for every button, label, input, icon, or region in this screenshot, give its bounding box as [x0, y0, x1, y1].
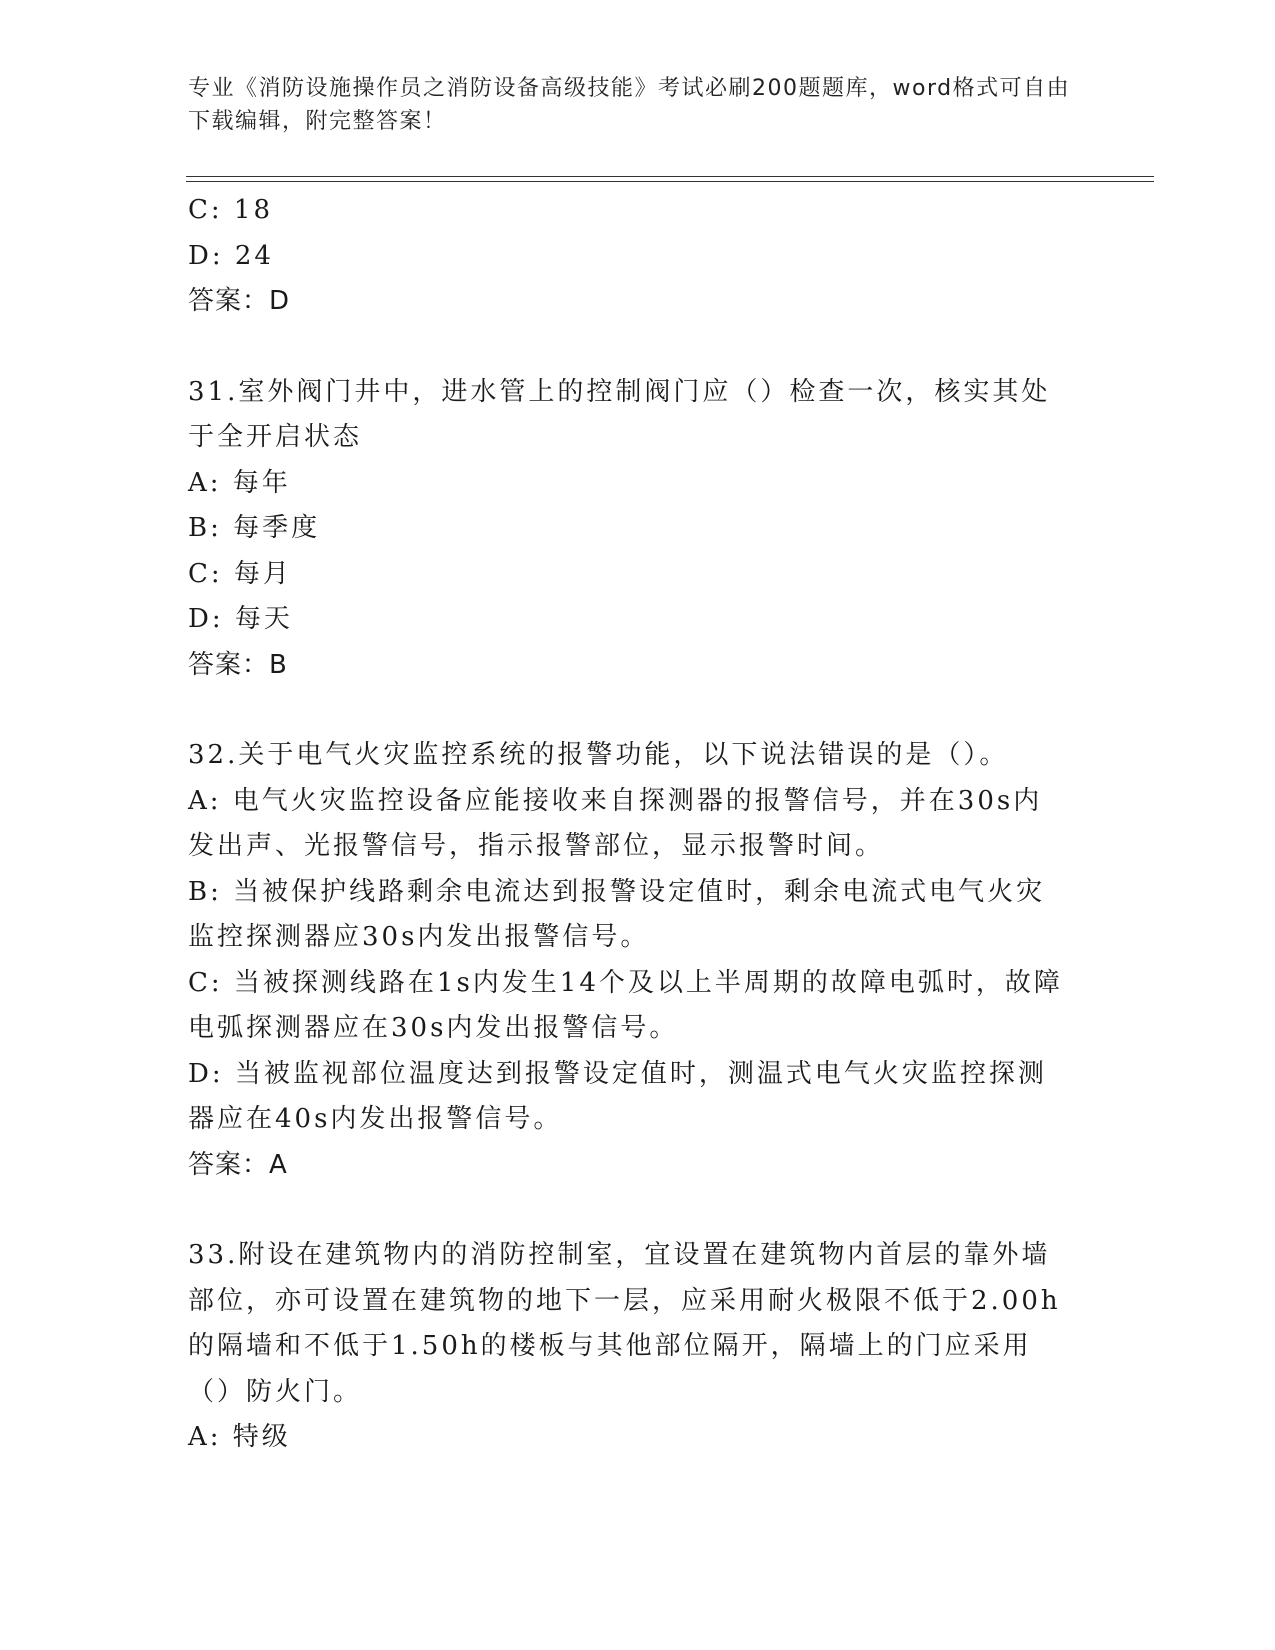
option-c: C: 当被探测线路在1s内发生14个及以上半周期的故障电弧时，故障电弧探测器应在30s内发出报警信号。	[188, 967, 1063, 1043]
spacer	[188, 688, 1068, 733]
question-stem: 32.关于电气火灾监控系统的报警功能，以下说法错误的是（）。	[188, 740, 1009, 770]
question-stem: 31.室外阀门井中，进水管上的控制阀门应（）检查一次，核实其处于全开启状态	[188, 376, 1051, 452]
question-stem: 33.附设在建筑物内的消防控制室，宜设置在建筑物内首层的靠外墙部位，亦可设置在建筑物的地下一层，应采用耐火极限不低于2.00h的隔墙和不低于1.50h的楼板与其他部位隔开，隔墙上的门应采用（）防火门。	[188, 1240, 1061, 1407]
option-a: A: 电气火灾监控设备应能接收来自探测器的报警信号，并在30s内发出声、光报警信号，指示报警部位，显示报警时间。	[188, 785, 1043, 861]
option-c: C: 每月	[188, 558, 292, 589]
option-b: B: 当被保护线路剩余电流达到报警设定值时，剩余电流式电气火灾监控探测器应30s内发出报警信号。	[188, 876, 1046, 952]
spacer	[188, 325, 1068, 370]
option-d: D: 当被监视部位温度达到报警设定值时，测温式电气火灾监控探测器应在40s内发出报警信号。	[188, 1058, 1047, 1134]
option-c: C: 18	[188, 195, 274, 225]
answer-line: 答案：B	[188, 649, 288, 680]
spacer	[188, 1188, 1068, 1233]
header-divider	[186, 176, 1154, 182]
option-b: B: 每季度	[188, 513, 321, 543]
page-header: 专业《消防设施操作员之消防设备高级技能》考试必刷200题题库，word格式可自由下载编辑，附完整答案！	[188, 76, 1071, 134]
question-content	[188, 188, 1068, 1461]
option-d: D: 每天	[188, 604, 293, 634]
option-a: A: 每年	[188, 467, 291, 498]
option-a: A: 特级	[188, 1422, 291, 1452]
answer-line: 答案：D	[188, 286, 291, 316]
option-d: D: 24	[188, 240, 274, 271]
answer-line: 答案：A	[188, 1149, 288, 1180]
